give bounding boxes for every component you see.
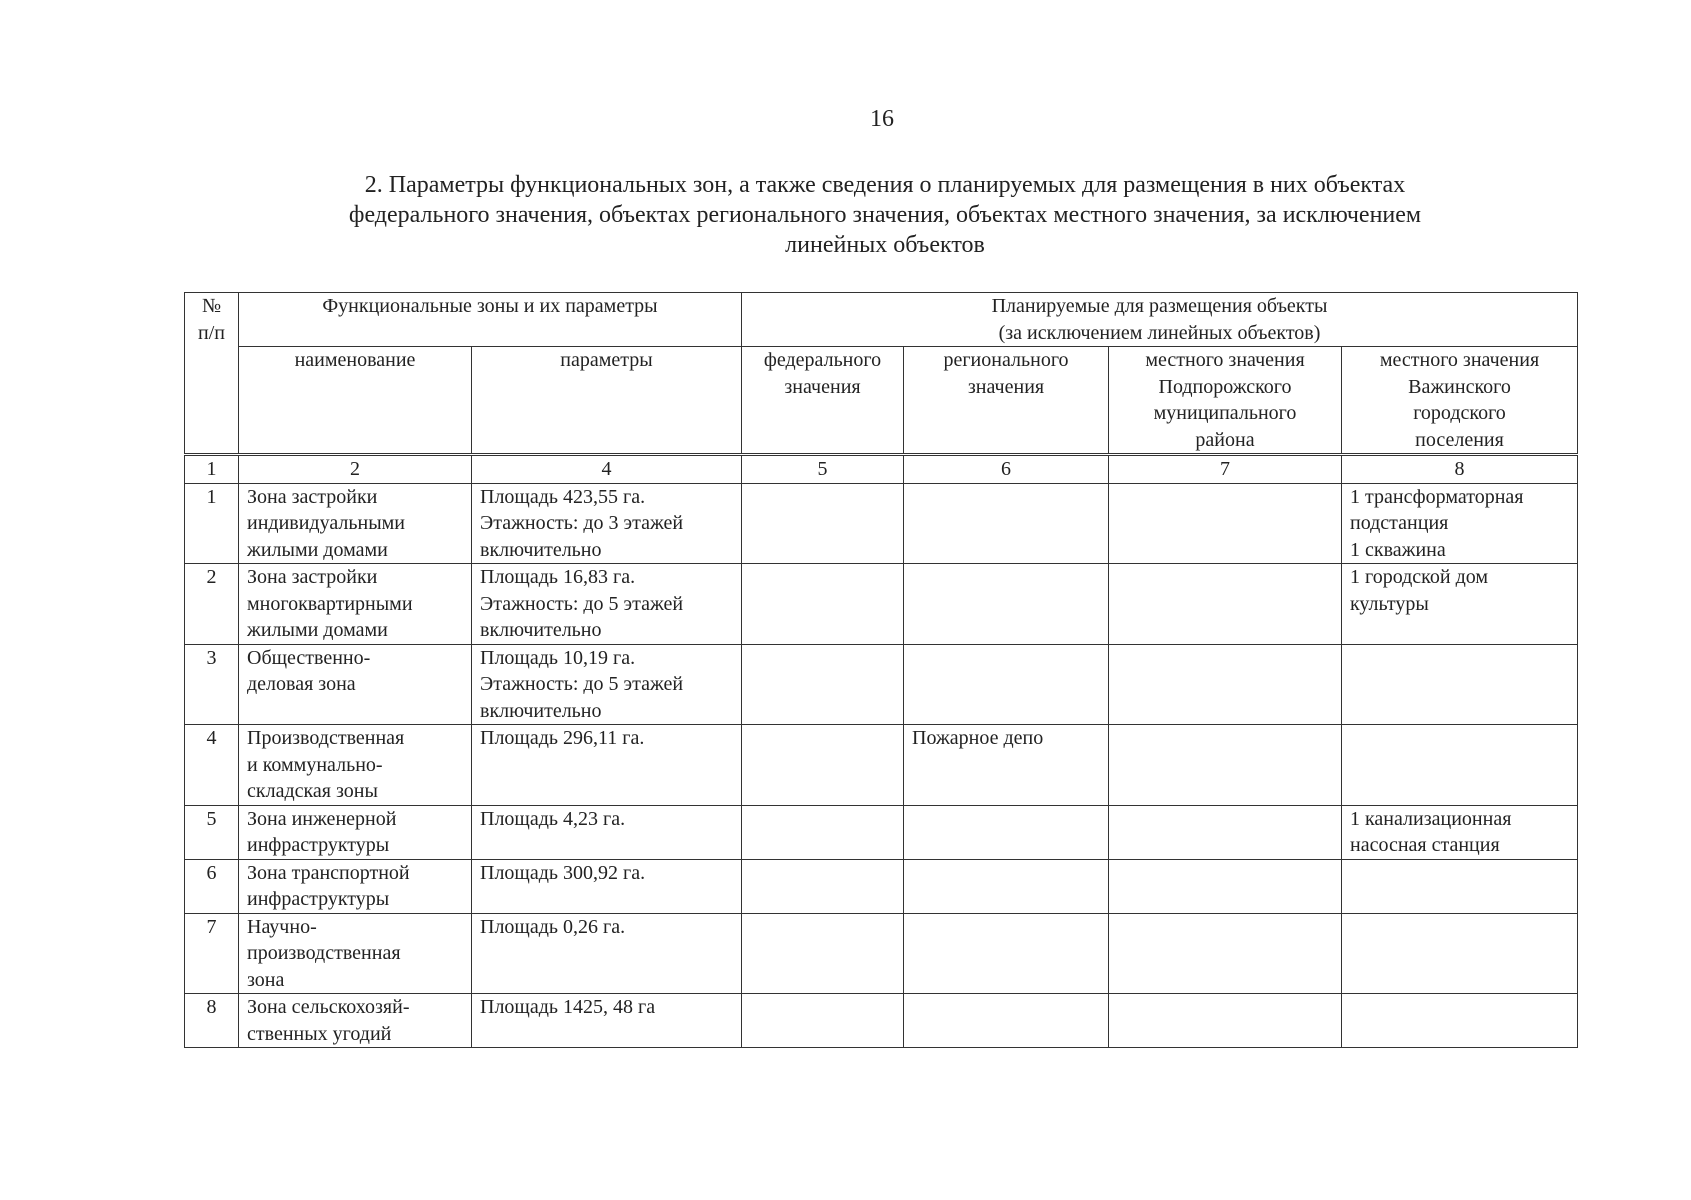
cell-local-settlement xyxy=(1342,725,1578,806)
table-row xyxy=(185,913,1578,994)
cell-zone-name-line: Производственная xyxy=(247,727,405,749)
cell-regional xyxy=(904,913,1109,994)
cell-num: 3 xyxy=(185,644,239,725)
cell-local-settlement xyxy=(1342,564,1578,645)
header-num xyxy=(185,293,239,455)
cell-local-settlement-line: насосная станция xyxy=(1350,834,1500,856)
cell-num: 2 xyxy=(185,564,239,645)
cell-regional xyxy=(904,644,1109,725)
cell-zone-name xyxy=(239,564,472,645)
cell-zone-name-line: Зона застройки xyxy=(247,566,378,588)
header-local-settlement-line: местного значения xyxy=(1379,349,1540,371)
cell-federal xyxy=(742,859,904,913)
cell-zone-name-line: жилыми домами xyxy=(247,619,388,641)
cell-regional xyxy=(904,805,1109,859)
cell-zone-name-line: Зона застройки xyxy=(247,485,378,508)
cell-zone-name-line: Зона транспортной xyxy=(247,861,410,884)
column-numbering-row xyxy=(185,455,1578,484)
cell-num: 1 xyxy=(185,483,239,564)
cell-zone-params-line: включительно xyxy=(480,699,602,722)
header-local-district xyxy=(1109,347,1342,455)
cell-zone-params-line: Площадь 4,23 га. xyxy=(480,807,626,830)
cell-zone-name-line: зона xyxy=(247,968,285,991)
cell-zone-name-line: ственных угодий xyxy=(247,1022,392,1045)
cell-zone-name-line: индивидуальными xyxy=(247,512,405,534)
cell-local-settlement xyxy=(1342,859,1578,913)
column-number: 5 xyxy=(742,455,904,484)
header-objects-line: Планируемые для размещения объекты xyxy=(991,295,1328,317)
cell-zone-params-line: Площадь 16,83 га. xyxy=(480,566,636,588)
cell-local-settlement xyxy=(1342,913,1578,994)
header-regional xyxy=(904,347,1109,455)
cell-local-settlement xyxy=(1342,483,1578,564)
cell-regional xyxy=(904,483,1109,564)
cell-zone-name-line: Научно- xyxy=(247,915,317,938)
cell-zone-name xyxy=(239,644,472,725)
cell-zone-name xyxy=(239,994,472,1048)
cell-federal xyxy=(742,725,904,806)
cell-local-settlement-line: 1 канализационная xyxy=(1350,807,1512,830)
cell-local-settlement-line: культуры xyxy=(1350,592,1429,615)
column-number: 6 xyxy=(904,455,1109,484)
column-number: 1 xyxy=(185,455,239,484)
table-row xyxy=(185,859,1578,913)
cell-local-district xyxy=(1109,483,1342,564)
cell-zone-name-line: производственная xyxy=(247,942,401,964)
cell-zone-name-line: инфраструктуры xyxy=(247,834,390,856)
heading-line-3: линейных объектов xyxy=(785,232,985,258)
cell-local-district xyxy=(1109,859,1342,913)
header-local-settlement-line: Важинского xyxy=(1408,375,1511,398)
cell-federal xyxy=(742,805,904,859)
header-local-settlement xyxy=(1342,347,1578,455)
functional-zones-table xyxy=(184,292,1578,1048)
cell-federal xyxy=(742,913,904,994)
header-local-district-line: муниципального xyxy=(1153,402,1297,424)
header-local-settlement-line: поселения xyxy=(1415,428,1504,451)
table-row xyxy=(185,725,1578,806)
cell-zone-name-line: инфраструктуры xyxy=(247,888,390,910)
header-local-settlement-line: городского xyxy=(1413,402,1506,424)
header-num-line: п/п xyxy=(198,321,225,344)
cell-num: 7 xyxy=(185,913,239,994)
cell-zone-name-line: деловая зона xyxy=(247,673,356,695)
header-objects-group xyxy=(742,293,1578,347)
header-params-label: параметры xyxy=(560,349,653,371)
cell-zone-name-line: жилыми домами xyxy=(247,538,388,561)
cell-local-district xyxy=(1109,564,1342,645)
table-row xyxy=(185,564,1578,645)
cell-federal xyxy=(742,994,904,1048)
cell-zone-params-line: Площадь 0,26 га. xyxy=(480,915,626,938)
cell-zone-name xyxy=(239,859,472,913)
table-row xyxy=(185,644,1578,725)
cell-zone-name xyxy=(239,483,472,564)
column-number: 2 xyxy=(239,455,472,484)
header-zones-group xyxy=(239,293,742,347)
cell-zone-params-line: Этажность: до 5 этажей xyxy=(480,592,684,615)
cell-local-settlement xyxy=(1342,805,1578,859)
cell-num: 8 xyxy=(185,994,239,1048)
cell-local-district xyxy=(1109,994,1342,1048)
cell-local-settlement-line: 1 городской дом xyxy=(1350,566,1489,588)
cell-zone-params xyxy=(472,913,742,994)
cell-regional-line: Пожарное депо xyxy=(912,727,1044,749)
cell-local-settlement xyxy=(1342,994,1578,1048)
cell-zone-name-line: и коммунально- xyxy=(247,753,383,776)
cell-num: 5 xyxy=(185,805,239,859)
cell-zone-params-line: Этажность: до 3 этажей xyxy=(480,512,684,534)
heading-line-1: 2. Параметры функциональных зон, а также сведения о планируемых для размещения в них объектах xyxy=(364,172,1406,198)
cell-federal xyxy=(742,483,904,564)
cell-zone-params-line: Этажность: до 5 этажей xyxy=(480,673,684,695)
cell-regional xyxy=(904,859,1109,913)
cell-local-district xyxy=(1109,644,1342,725)
header-federal-line: федерального xyxy=(763,349,882,371)
column-number: 4 xyxy=(472,455,742,484)
cell-zone-name-line: складская зоны xyxy=(247,780,378,802)
cell-zone-name-line: Зона сельскохозяй- xyxy=(247,996,410,1018)
cell-regional xyxy=(904,994,1109,1048)
cell-zone-params xyxy=(472,483,742,564)
cell-zone-params-line: Площадь 423,55 га. xyxy=(480,485,646,508)
cell-zone-params xyxy=(472,994,742,1048)
table-row xyxy=(185,483,1578,564)
heading-line-2: федерального значения, объектах регионального значения, объектах местного значения, за исключением xyxy=(348,202,1422,228)
cell-local-settlement-line: 1 трансформаторная xyxy=(1350,485,1524,508)
header-local-district-line: местного значения xyxy=(1145,349,1305,371)
cell-local-settlement xyxy=(1342,644,1578,725)
cell-zone-name xyxy=(239,725,472,806)
table-row xyxy=(185,805,1578,859)
header-federal xyxy=(742,347,904,455)
table-row xyxy=(185,994,1578,1048)
header-local-district-line: Подпорожского xyxy=(1158,375,1292,398)
cell-regional xyxy=(904,564,1109,645)
cell-zone-params-line: Площадь 10,19 га. xyxy=(480,646,636,669)
cell-regional xyxy=(904,725,1109,806)
cell-zone-params-line: включительно xyxy=(480,538,602,561)
column-number: 7 xyxy=(1109,455,1342,484)
cell-zone-params-line: Площадь 300,92 га. xyxy=(480,861,646,884)
cell-zone-name xyxy=(239,913,472,994)
header-name-label: наименование xyxy=(294,349,416,371)
header-name xyxy=(239,347,472,455)
cell-zone-params xyxy=(472,805,742,859)
cell-local-settlement-line: подстанция xyxy=(1350,512,1449,534)
cell-local-district xyxy=(1109,725,1342,806)
header-local-district-line: района xyxy=(1195,428,1255,451)
cell-local-district xyxy=(1109,805,1342,859)
cell-zone-name-line: Зона инженерной xyxy=(247,807,397,830)
header-federal-line: значения xyxy=(784,375,861,398)
cell-local-settlement-line: 1 скважина xyxy=(1350,538,1446,561)
cell-zone-params xyxy=(472,644,742,725)
cell-zone-params-line: Площадь 1425, 48 га xyxy=(480,996,656,1018)
header-zones-group-label: Функциональные зоны и их параметры xyxy=(322,295,658,317)
cell-zone-name xyxy=(239,805,472,859)
cell-zone-params-line: включительно xyxy=(480,619,602,641)
cell-federal xyxy=(742,644,904,725)
section-heading xyxy=(270,170,1500,260)
cell-zone-name-line: Общественно- xyxy=(247,646,371,669)
cell-zone-name-line: многоквартирными xyxy=(247,592,413,615)
page-number: 16 xyxy=(870,106,894,132)
cell-zone-params xyxy=(472,725,742,806)
header-regional-line: регионального xyxy=(943,349,1069,371)
header-num-line: № xyxy=(201,295,222,317)
cell-zone-params xyxy=(472,859,742,913)
cell-zone-params-line: Площадь 296,11 га. xyxy=(480,727,645,749)
cell-num: 6 xyxy=(185,859,239,913)
header-params xyxy=(472,347,742,455)
header-regional-line: значения xyxy=(967,375,1045,398)
cell-local-district xyxy=(1109,913,1342,994)
column-number: 8 xyxy=(1342,455,1578,484)
cell-num: 4 xyxy=(185,725,239,806)
cell-zone-params xyxy=(472,564,742,645)
cell-federal xyxy=(742,564,904,645)
header-objects-line: (за исключением линейных объектов) xyxy=(998,321,1321,344)
